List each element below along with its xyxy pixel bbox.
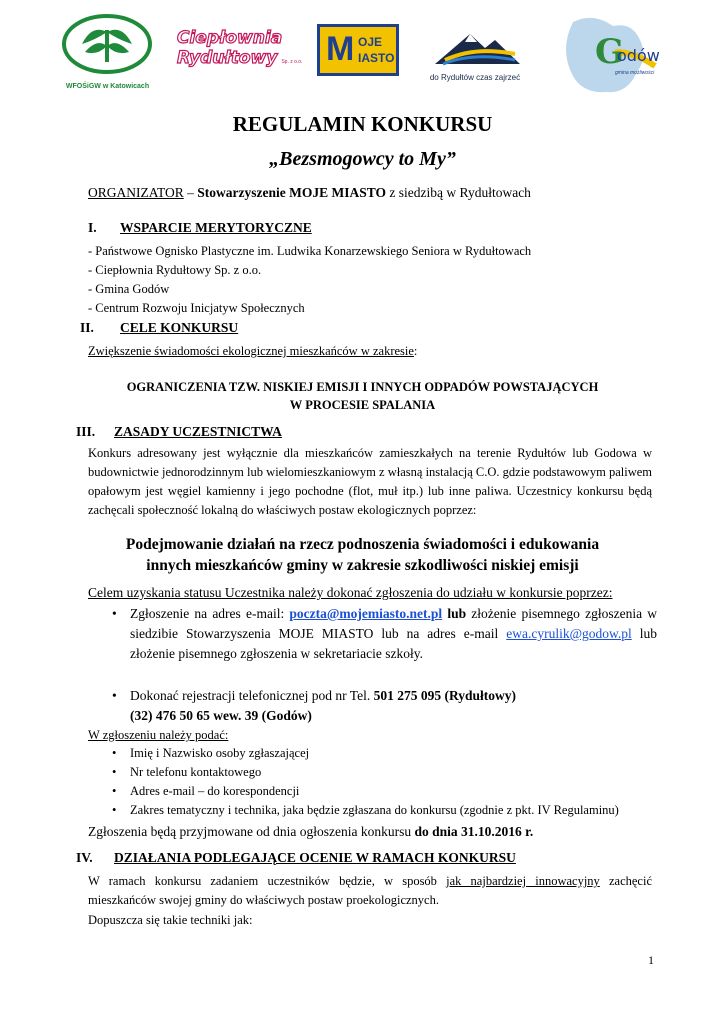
moje-miasto-line1: OJE <box>358 35 383 49</box>
list-item: • Adres e-mail – do korespondencji <box>104 782 619 801</box>
section-3-heading: III. ZASADY UCZESTNICTWA <box>76 424 282 439</box>
organizer-name: Stowarzyszenie MOJE MIASTO <box>197 185 387 200</box>
email-link-mojemiasto[interactable]: poczta@mojemiasto.net.pl <box>289 606 443 621</box>
fields-list <box>104 744 619 820</box>
list-item: - Państwowe Ognisko Plastyczne im. Ludwika Konarzewskiego Seniora w Rydułtowach <box>88 244 532 258</box>
logo-bar <box>55 12 675 102</box>
section-4-heading: IV. DZIAŁANIA PODLEGAJĄCE OCENIE W RAMACH KONKURSU <box>76 850 516 865</box>
godow-g: G <box>595 32 625 72</box>
section-3-paragraph: Konkurs adresowany jest wyłącznie dla mieszkańców zamieszkałych na terenie Rydułtów lub Godowa w budownictwie jednorodzinnym lub wielomieszkaniowym z własną instalacją C.O. gdzie podstawowym paliwem opałowym jest węgiel kamienny i jego pochodne (flot, muł itp.) lub inne paliwa. Uczestnicy konkursu będą zachęcali społeczność lokalną do właściwych postaw ekologicznych poprzez: <box>88 446 652 517</box>
organizer-label: ORGANIZATOR <box>88 185 184 200</box>
page-number: 1 <box>648 953 654 967</box>
list-item: • Nr telefonu kontaktowego <box>104 763 619 782</box>
cieplownia-line2: Rydułtowy <box>177 48 278 68</box>
list-item: • Dokonać rejestracji telefonicznej pod nr Tel. 501 275 095 (Rydułtowy) (32) 476 50 65 wew. 39 (Godów) <box>104 686 657 726</box>
list-item: - Centrum Rozwoju Inicjatyw Społecznych <box>88 301 305 315</box>
wfos-logo <box>60 14 155 94</box>
email-link-godow[interactable]: ewa.cyrulik@godow.pl <box>506 626 632 641</box>
document-subtitle: „Bezsmogowcy to My” <box>269 148 456 170</box>
godow-name: odów <box>617 46 660 65</box>
section-4-paragraph: W ramach konkursu zadaniem uczestników będzie, w sposób jak najbardziej innowacyjny zachęcić mieszkańców swojej gminy do właściwych postaw proekologicznych. <box>88 874 652 907</box>
section-2-heading: II. CELE KONKURSU <box>80 320 239 335</box>
list-item: - Gmina Godów <box>88 282 170 296</box>
godow-logo <box>555 12 673 96</box>
deadline-line: Zgłoszenia będą przyjmowane od dnia ogłoszenia konkursu do dnia 31.10.2016 r. <box>88 824 534 839</box>
fields-intro: W zgłoszeniu należy podać: <box>88 728 229 742</box>
organizer-line: ORGANIZATOR – Stowarzyszenie MOJE MIASTO z siedzibą w Rydułtowach <box>88 185 531 200</box>
cieplownia-logo <box>177 28 303 78</box>
list-item: • Zgłoszenie na adres e-mail: poczta@mojemiasto.net.pl lub złożenie pisemnego zgłoszenia w siedzibie Stowarzyszenia MOJE MIASTO lub na adres e-mail ewa.cyrulik@godow.pl lub złożenie pisemnego zgłoszenia w sekretariacie szkoły. <box>104 604 657 664</box>
section-4-techniques: Dopuszcza się takie techniki jak: <box>88 913 253 927</box>
moje-miasto-line2: IASTO <box>358 51 395 65</box>
wfos-label: WFOŚiGW w Katowicach <box>65 83 150 90</box>
moje-miasto-m: M <box>326 30 355 68</box>
cieplownia-line1: Ciepłownia <box>177 28 283 48</box>
rydultowy-logo <box>425 28 525 88</box>
rydultowy-label: do Rydułtów czas zajrzeć <box>429 73 521 82</box>
list-item: - Ciepłownia Rydułtowy Sp. z o.o. <box>88 263 262 277</box>
list-item: • Zakres tematyczny i technika, jaka będzie zgłaszana do konkursu (zgodnie z pkt. IV Regulaminu) <box>104 801 619 820</box>
cieplownia-suffix: Sp. z o.o. <box>281 59 303 65</box>
section-2-intro: Zwiększenie świadomości ekologicznej mieszkańców w zakresie: <box>88 344 418 358</box>
section-1-heading: I. WSPARCIE MERYTORYCZNE <box>88 220 312 235</box>
status-line: Celem uzyskania statusu Uczestnika należy dokonać zgłoszenia do udziału w konkursie poprzez: <box>88 585 613 600</box>
list-item: • Imię i Nazwisko osoby zgłaszającej <box>104 744 619 763</box>
section-1-list <box>88 242 531 318</box>
document-title: REGULAMIN KONKURSU <box>232 112 493 136</box>
godow-tagline: gmina możliwości <box>615 70 655 76</box>
registration-list <box>104 604 657 726</box>
subtitle-text: Bezsmogowcy to My <box>279 148 446 170</box>
section-3-highlight: Podejmowanie działań na rzecz podnoszenia świadomości i edukowania innych mieszkańców gminy w zakresie szkodliwości niskiej emisji <box>125 536 600 574</box>
section-2-goal: OGRANICZENIA TZW. NISKIEJ EMISJI I INNYCH ODPADÓW POWSTAJĄCYCH W PROCESIE SPALANIA <box>126 380 599 412</box>
moje-miasto-logo <box>317 24 399 76</box>
wfos-emblem-icon <box>60 14 155 76</box>
mountain-icon <box>425 28 525 68</box>
